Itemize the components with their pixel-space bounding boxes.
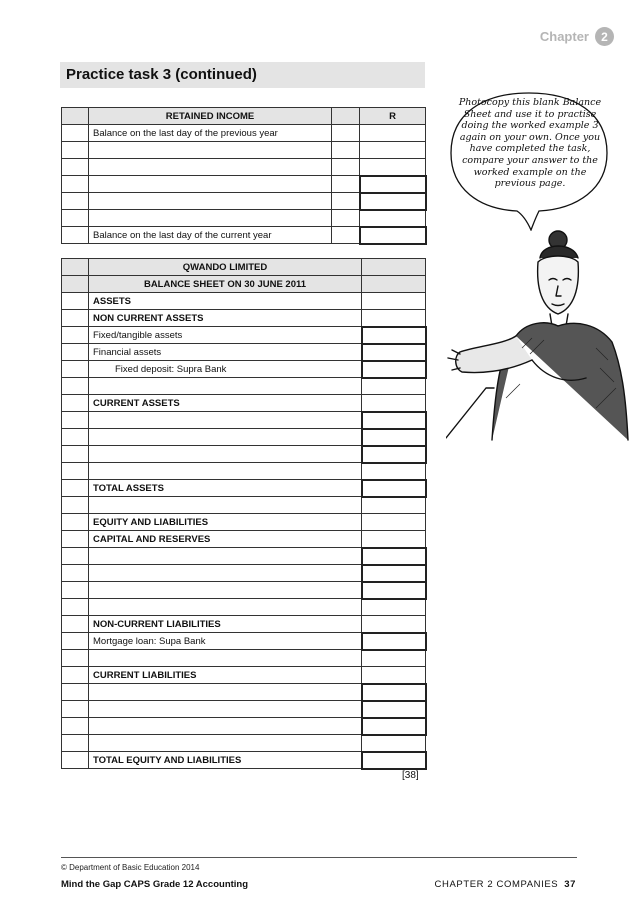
page-number: 37 — [564, 879, 576, 890]
chapter-number-badge: 2 — [595, 27, 614, 46]
amount-cell — [362, 395, 426, 412]
note-cell — [62, 344, 89, 361]
amount-cell — [362, 718, 426, 735]
table-row — [62, 327, 426, 344]
description-cell: Fixed/tangible assets — [89, 327, 362, 344]
table-row — [62, 412, 426, 429]
amount-cell — [360, 142, 426, 159]
amount-cell — [362, 548, 426, 565]
balance-sheet-header-row — [62, 259, 426, 276]
table-row — [62, 125, 426, 142]
table-row — [62, 193, 426, 210]
chapter-tag — [540, 27, 614, 46]
date-cell — [62, 210, 89, 227]
table-row — [62, 718, 426, 735]
table-row — [62, 752, 426, 769]
retained-income-heading: RETAINED INCOME — [89, 108, 332, 125]
table-row — [62, 446, 426, 463]
note-cell — [62, 429, 89, 446]
date-cell — [62, 159, 89, 176]
folio-cell — [332, 159, 360, 176]
description-cell — [89, 210, 332, 227]
table-cell — [362, 259, 426, 276]
note-cell — [62, 293, 89, 310]
date-cell — [62, 176, 89, 193]
amount-cell — [360, 176, 426, 193]
footer-chapter-label: CHAPTER 2 COMPANIES — [434, 879, 559, 890]
date-cell — [62, 142, 89, 159]
description-cell: Balance on the last day of the previous year — [89, 125, 332, 142]
description-cell: CURRENT LIABILITIES — [89, 667, 362, 684]
note-cell — [62, 480, 89, 497]
amount-cell — [362, 667, 426, 684]
amount-cell — [360, 193, 426, 210]
description-cell — [89, 599, 362, 616]
description-cell — [89, 718, 362, 735]
task-title: Practice task 3 (continued) — [60, 62, 425, 88]
note-cell — [62, 565, 89, 582]
total-marks: [38] — [402, 770, 419, 781]
description-cell — [89, 142, 332, 159]
folio-cell — [332, 227, 360, 244]
table-row — [62, 463, 426, 480]
description-cell — [89, 159, 332, 176]
amount-cell — [362, 565, 426, 582]
description-cell: Financial assets — [89, 344, 362, 361]
amount-cell — [360, 125, 426, 142]
folio-cell — [332, 210, 360, 227]
chapter-label: Chapter — [539, 29, 589, 44]
speech-bubble-text: Photocopy this blank Balance Sheet and use it to practise doing the worked example 3 again on your own. Once you have completed the task, compare your answer to the worked example on the previous page. — [458, 97, 602, 190]
description-cell: TOTAL EQUITY AND LIABILITIES — [89, 752, 362, 769]
table-row — [62, 514, 426, 531]
amount-cell — [362, 599, 426, 616]
table-row — [62, 159, 426, 176]
amount-cell — [362, 684, 426, 701]
amount-cell — [362, 752, 426, 769]
date-cell — [62, 227, 89, 244]
amount-cell — [362, 412, 426, 429]
table-row — [62, 227, 426, 244]
amount-cell — [362, 514, 426, 531]
amount-cell — [362, 480, 426, 497]
amount-cell — [362, 344, 426, 361]
note-cell — [62, 412, 89, 429]
note-cell — [62, 497, 89, 514]
amount-cell — [362, 446, 426, 463]
amount-cell — [362, 582, 426, 599]
table-row — [62, 497, 426, 514]
note-cell — [62, 599, 89, 616]
footer-rule — [61, 857, 577, 858]
table-cell — [62, 259, 89, 276]
amount-cell — [362, 463, 426, 480]
table-row — [62, 616, 426, 633]
table-row — [62, 684, 426, 701]
description-cell — [89, 446, 362, 463]
note-cell — [62, 701, 89, 718]
footer-chapter — [435, 879, 576, 890]
amount-cell — [360, 210, 426, 227]
description-cell — [89, 684, 362, 701]
note-cell — [62, 616, 89, 633]
amount-cell — [360, 159, 426, 176]
description-cell: Balance on the last day of the current year — [89, 227, 332, 244]
description-cell — [89, 463, 362, 480]
speech-bubble — [449, 91, 609, 231]
table-row — [62, 378, 426, 395]
note-cell — [62, 548, 89, 565]
table-row — [62, 599, 426, 616]
note-cell — [62, 310, 89, 327]
date-cell — [62, 125, 89, 142]
note-cell — [62, 361, 89, 378]
description-cell: CURRENT ASSETS — [89, 395, 362, 412]
table-row — [62, 293, 426, 310]
table-row — [62, 344, 426, 361]
table-cell — [62, 108, 89, 125]
note-cell — [62, 463, 89, 480]
table-row — [62, 531, 426, 548]
table-row — [62, 176, 426, 193]
retained-income-header-row — [62, 108, 426, 125]
note-cell — [62, 446, 89, 463]
balance-sheet-table — [61, 258, 427, 770]
amount-cell — [362, 633, 426, 650]
amount-cell — [362, 701, 426, 718]
table-row — [62, 582, 426, 599]
note-cell — [62, 395, 89, 412]
description-cell: Mortgage loan: Supa Bank — [89, 633, 362, 650]
description-cell — [89, 412, 362, 429]
table-row — [62, 210, 426, 227]
description-cell: ASSETS — [89, 293, 362, 310]
table-row — [62, 142, 426, 159]
footer-book-title: Mind the Gap CAPS Grade 12 Accounting — [61, 879, 249, 890]
amount-cell — [362, 361, 426, 378]
student-illustration-icon — [446, 228, 636, 443]
description-cell: TOTAL ASSETS — [89, 480, 362, 497]
description-cell: CAPITAL AND RESERVES — [89, 531, 362, 548]
table-row — [62, 395, 426, 412]
amount-cell — [362, 310, 426, 327]
note-cell — [62, 650, 89, 667]
retained-income-table — [61, 107, 427, 245]
amount-cell — [362, 327, 426, 344]
amount-cell — [362, 735, 426, 752]
date-cell — [62, 193, 89, 210]
note-cell — [62, 633, 89, 650]
amount-cell — [362, 497, 426, 514]
description-cell — [89, 701, 362, 718]
balance-sheet-header-row — [62, 276, 426, 293]
note-cell — [62, 735, 89, 752]
table-row — [62, 310, 426, 327]
note-cell — [62, 718, 89, 735]
amount-cell — [362, 378, 426, 395]
folio-cell — [332, 193, 360, 210]
amount-cell — [362, 293, 426, 310]
company-name: QWANDO LIMITED — [89, 259, 362, 276]
balance-sheet-title: BALANCE SHEET ON 30 JUNE 2011 — [89, 276, 362, 293]
note-cell — [62, 752, 89, 769]
table-row — [62, 667, 426, 684]
table-row — [62, 480, 426, 497]
amount-cell — [362, 429, 426, 446]
description-cell — [89, 582, 362, 599]
description-cell — [89, 565, 362, 582]
amount-cell — [362, 650, 426, 667]
table-cell — [62, 276, 89, 293]
note-cell — [62, 582, 89, 599]
description-cell — [89, 378, 362, 395]
footer-copyright: © Department of Basic Education 2014 — [61, 863, 200, 872]
table-row — [62, 565, 426, 582]
description-cell: NON-CURRENT LIABILITIES — [89, 616, 362, 633]
table-row — [62, 701, 426, 718]
table-row — [62, 650, 426, 667]
note-cell — [62, 514, 89, 531]
amount-cell — [362, 616, 426, 633]
amount-cell — [362, 531, 426, 548]
table-row — [62, 361, 426, 378]
description-cell — [89, 735, 362, 752]
description-cell — [89, 193, 332, 210]
description-cell — [89, 429, 362, 446]
table-row — [62, 548, 426, 565]
amount-cell — [360, 227, 426, 244]
description-cell — [89, 548, 362, 565]
folio-cell — [332, 125, 360, 142]
description-cell — [89, 497, 362, 514]
table-cell — [332, 108, 360, 125]
description-cell: NON CURRENT ASSETS — [89, 310, 362, 327]
table-cell — [362, 276, 426, 293]
description-cell — [89, 176, 332, 193]
description-cell: Fixed deposit: Supra Bank — [89, 361, 362, 378]
table-row — [62, 633, 426, 650]
description-cell — [89, 650, 362, 667]
table-row — [62, 735, 426, 752]
folio-cell — [332, 142, 360, 159]
folio-cell — [332, 176, 360, 193]
description-cell: EQUITY AND LIABILITIES — [89, 514, 362, 531]
note-cell — [62, 667, 89, 684]
table-row — [62, 429, 426, 446]
note-cell — [62, 684, 89, 701]
note-cell — [62, 378, 89, 395]
currency-heading: R — [360, 108, 426, 125]
note-cell — [62, 531, 89, 548]
note-cell — [62, 327, 89, 344]
